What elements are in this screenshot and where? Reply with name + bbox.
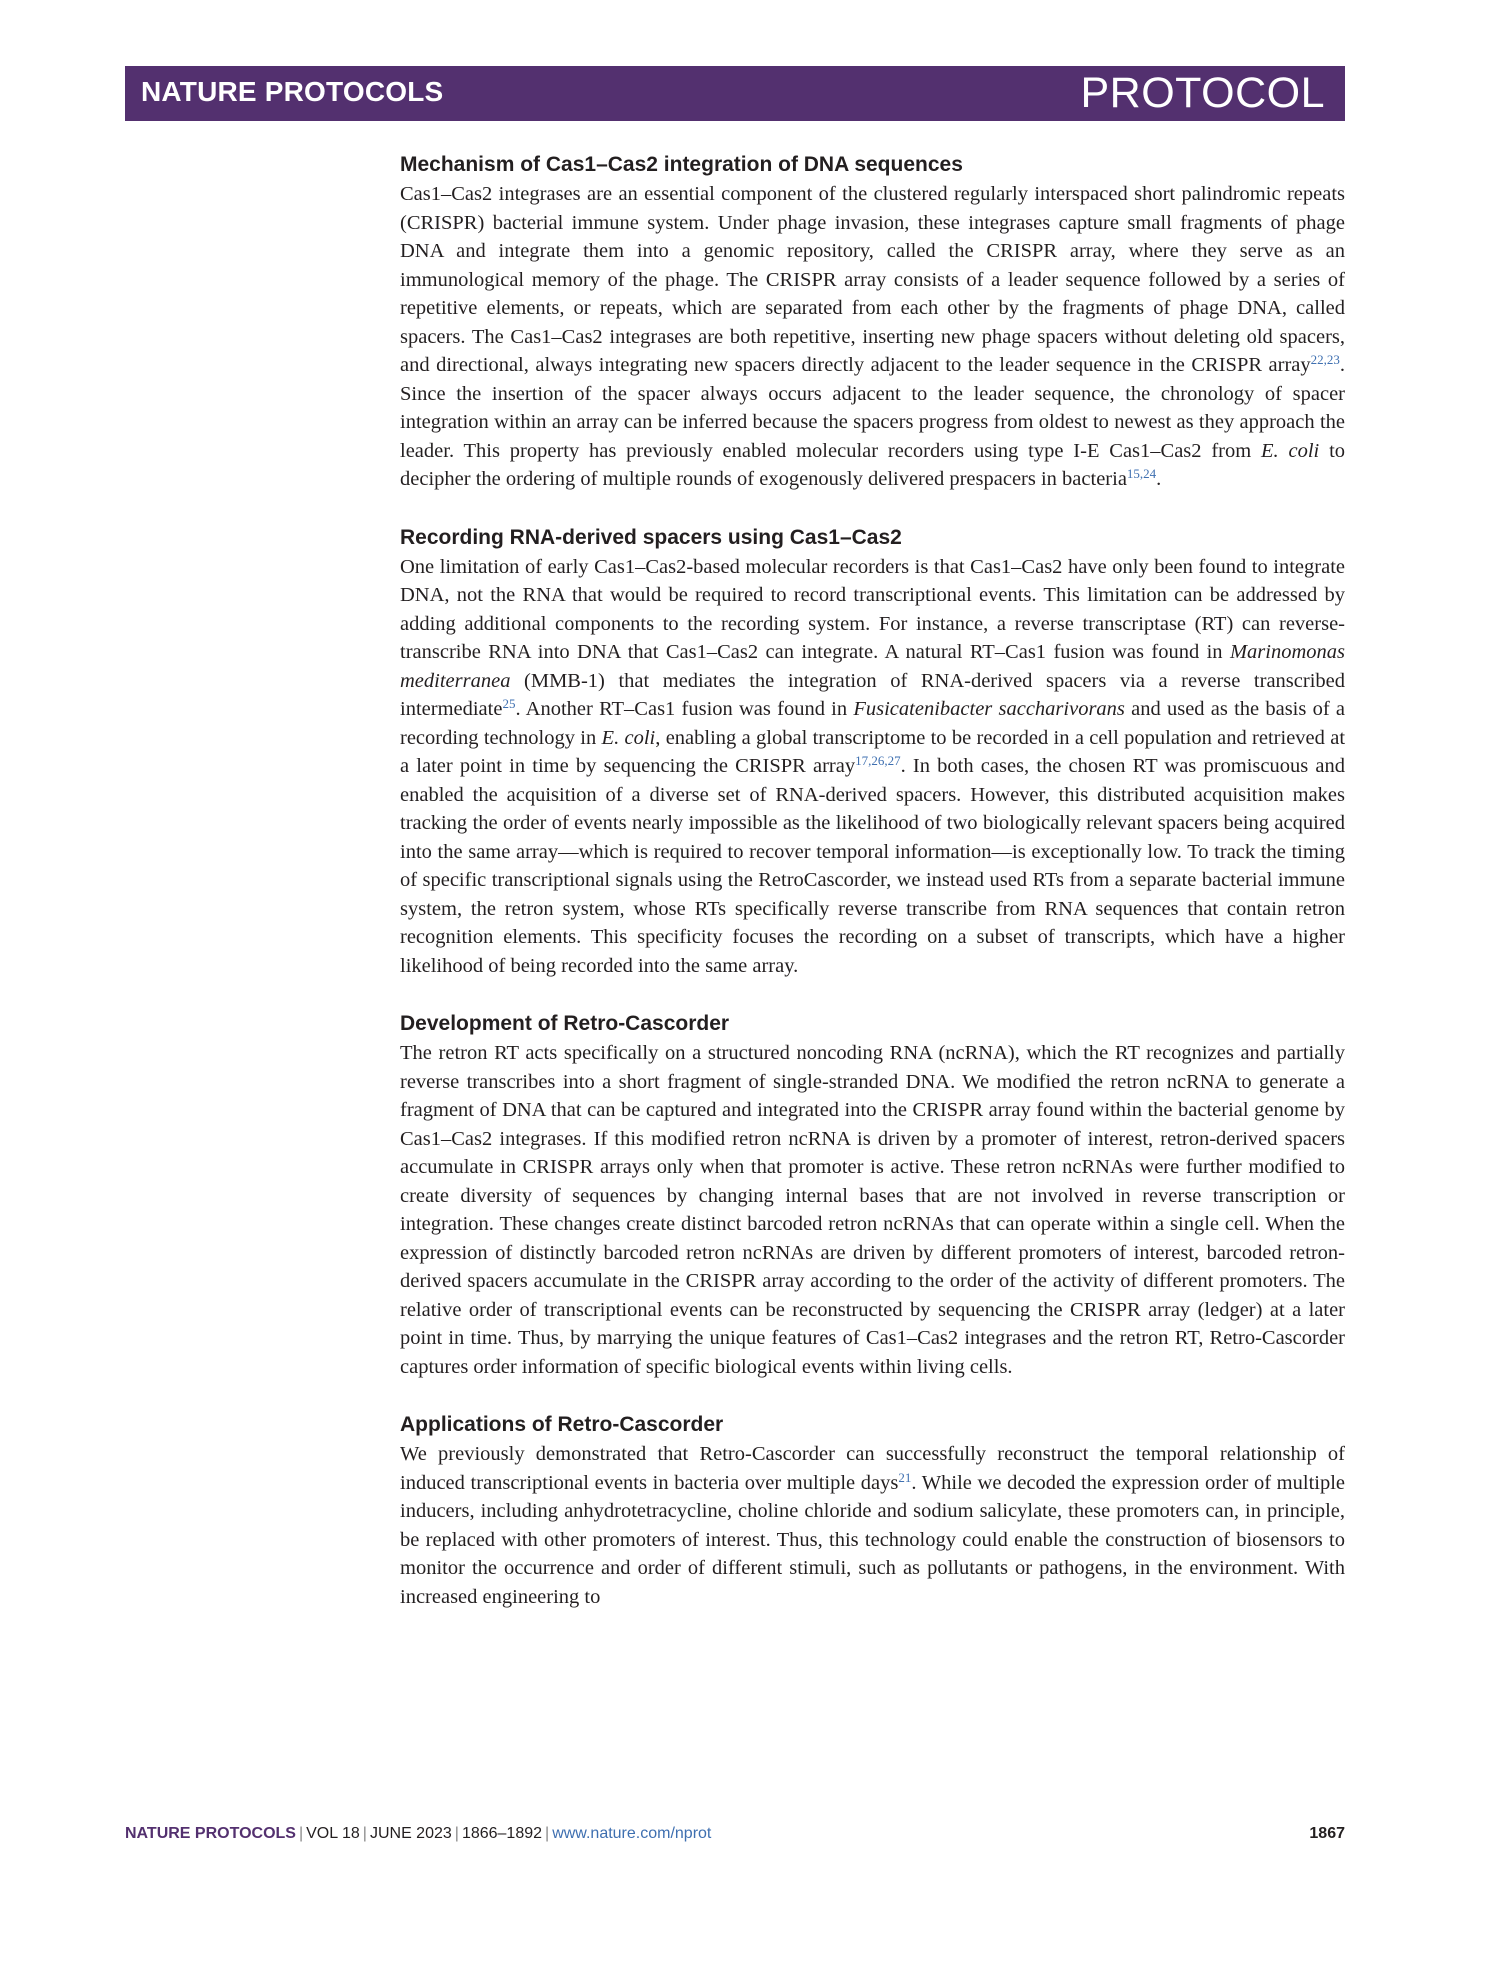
text-run: . While we decoded the expression order of multiple inducers, including anhydrotetracycline, choline chloride and sodium salicylate, these promoters can, in principle, be replaced with other promoters of interest. Thus, this technology could enable the construction of biosensors to monitor the occurrence and order of different stimuli, such as pollutants or pathogens, in the environment. With increased engineering to [400,1471,1346,1608]
section-paragraph [400,1039,1345,1381]
section-development-retro-cascorder [400,1009,1345,1381]
section-heading: Applications of Retro-Cascorder [400,1413,724,1436]
text-run: Cas1–Cas2 integrases are an essential component of the clustered regularly interspaced short palindromic repeats (CRISPR) bacterial immune system. Under phage invasion, these integrases capture small fragments of phage DNA and integrate them into a genomic repository, called the CRISPR array, where they serve as an immunological memory of the phage. The CRISPR array consists of a leader sequence followed by a series of repetitive elements, or repeats, which are separated from each other by the fragments of phage DNA, called spacers. The Cas1–Cas2 integrases are both repetitive, inserting new phage spacers without deleting old spacers, and directional, always integrating new spacers directly adjacent to the leader sequence in the CRISPR array [400,183,1345,376]
text-run: . In both cases, the chosen RT was promiscuous and enabled the acquisition of a diverse set of RNA-derived spacers. However, this distributed acquisition makes tracking the order of events nearly impossible as the likelihood of two biologically relevant spacers being acquired into the same array—which is required to recover temporal information—is exceptionally low. To track the timing of specific transcriptional signals using the RetroCascorder, we instead used RTs from a separate bacterial immune system, the retron system, whose RTs specifically reverse transcribe from RNA sequences that contain retron recognition elements. This specificity focuses the recording on a subset of transcripts, which have a higher likelihood of being recorded into the same array. [400,755,1345,977]
text-run: , enabling a global transcriptome to be recorded in a cell population and retrieved at a later point in time by sequencing the CRISPR array [400,726,1346,777]
text-run: (MMB-1) that mediates the integration of RNA-derived spacers via a reverse transcribed intermediate [400,669,1345,720]
footer-pages: 1866–1892 [461,1825,543,1842]
footer-volume: VOL 18 [306,1825,360,1842]
citation-link[interactable]: 21 [898,1469,912,1485]
footer-separator: | [454,1825,459,1842]
article-type: PROTOCOL [1080,69,1325,117]
text-run: to decipher the ordering of multiple rounds of exogenously delivered prespacers in bacteria [400,439,1346,490]
footer-separator: | [298,1825,304,1842]
species-name: E. coli [601,726,656,749]
footer-url-link[interactable]: www.nature.com/nprot [552,1825,712,1842]
section-heading: Recording RNA-derived spacers using Cas1–Cas2 [400,525,902,549]
citation-link[interactable]: 17,26,27 [855,753,901,768]
section-applications-retro-cascorder [400,1410,1345,1611]
text-run: . [1156,468,1162,490]
species-name: Fusicatenibacter saccharivorans [853,698,1125,720]
section-heading: Development of Retro-Cascorder [400,1012,730,1035]
species-name: E. coli [1261,439,1320,462]
text-run: . Another RT–Cas1 fusion was found in [515,698,854,720]
footer-citation [125,1825,711,1843]
section-paragraph [400,553,1345,981]
journal-banner [125,66,1345,121]
text-run: . Since the insertion of the spacer always occurs adjacent to the leader sequence, the chronology of spacer integration within an array can be inferred because the spacers progress from oldest to newest as they approach the leader. This property has previously enabled molecular recorders using type I-E Cas1–Cas2 from [400,354,1345,462]
footer-separator: | [362,1825,367,1842]
citation-link[interactable]: 22,23 [1310,352,1340,367]
section-recording-rna-spacers [400,523,1345,981]
text-run: and used as the basis of a recording technology in [400,698,1345,749]
text-run: One limitation of early Cas1–Cas2-based molecular recorders is that Cas1–Cas2 have only been found to integrate DNA, not the RNA that would be required to record transcriptional events. This limitation can be addressed by adding additional components to the recording system. For instance, a reverse transcriptase (RT) can reverse-transcribe RNA into DNA that Cas1–Cas2 can integrate. A natural RT–Cas1 fusion was found in [400,555,1345,663]
citation-link[interactable]: 15,24 [1126,466,1157,481]
section-paragraph [400,180,1345,494]
journal-name: NATURE PROTOCOLS [141,76,444,107]
article-body [400,150,1345,1640]
section-cas1-cas2-mechanism [400,150,1345,494]
section-heading: Mechanism of Cas1–Cas2 integration of DNA sequences [400,153,963,176]
page-number: 1867 [1309,1825,1345,1842]
section-paragraph [400,1440,1345,1611]
species-name: Marinomonas mediterranea [400,641,1345,692]
text-run: The retron RT acts specifically on a structured noncoding RNA (ncRNA), which the RT recognizes and partially reverse transcribes into a short fragment of single-stranded DNA. We modified the retron ncRNA to generate a fragment of DNA that can be captured and integrated into the CRISPR array found within the bacterial genome by Cas1–Cas2 integrases. If this modified retron ncRNA is driven by a promoter of interest, retron-derived spacers accumulate in CRISPR arrays only when that promoter is active. These retron ncRNAs were further modified to create diversity of sequences by changing internal bases that are not involved in reverse transcription or integration. These changes create distinct barcoded retron ncRNAs that can operate within a single cell. When the expression of distinctly barcoded retron ncRNAs are driven by different promoters of interest, barcoded retronderived spacers accumulate in the CRISPR array according to the order of the activity of different promoters. The relative order of transcriptional events can be reconstructed by sequencing the CRISPR array (ledger) at a later point in time. Thus, by marrying the unique features of Cas1–Cas2 integrases and the retron RT, Retro-Cascorder captures order information of specific biological events within living cells. [400,1042,1345,1378]
citation-link[interactable]: 25 [502,696,516,711]
footer-separator: | [545,1825,550,1842]
footer-journal: NATURE PROTOCOLS [125,1825,296,1842]
text-run: We previously demonstrated that Retro-Cascorder can successfully reconstruct the temporal relationship of induced transcriptional events in bacteria over multiple days [400,1443,1345,1494]
footer-date: JUNE 2023 [369,1825,452,1842]
